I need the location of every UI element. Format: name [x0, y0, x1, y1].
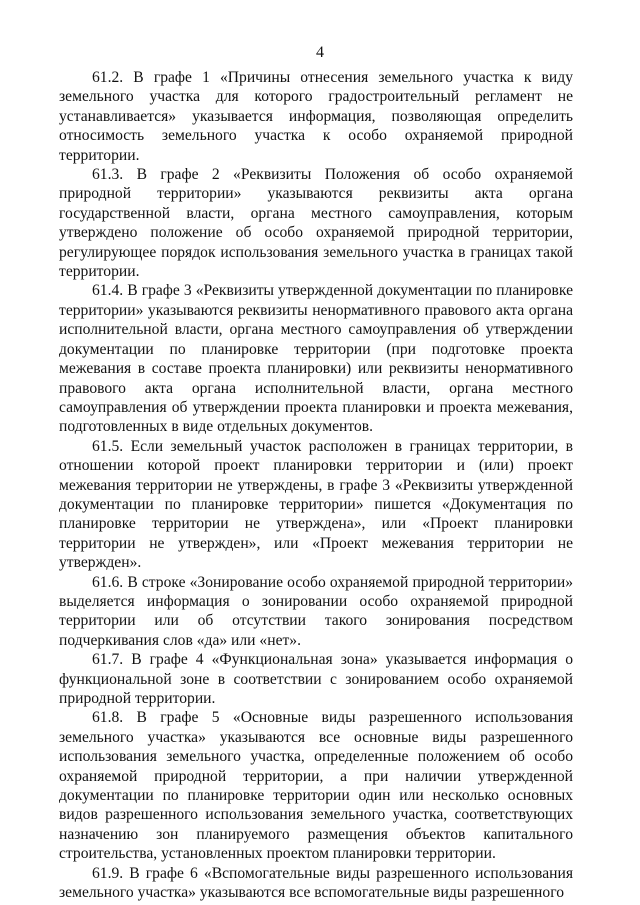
- paragraph-61-8: 61.8. В графе 5 «Основные виды разрешенного использования земельного участка» указываются все основные виды разрешенного использования земельного участка, определенные положением об особо охраняемой природной территории, а при наличии утвержденной документации по планировке территории один или несколько основных видов разрешенного использования земельного участка, соответствующих назначению зон планируемого размещения объектов капитального строительства, установленных проектом планировки территории.: [59, 709, 573, 863]
- paragraph-61-6: 61.6. В строке «Зонирование особо охраняемой природной территории» выделяется информация о зонировании особо охраняемой природной территории или об отсутствии такого зонирования посредством подчеркивания слов «да» или «нет».: [59, 573, 573, 649]
- document-body: [59, 68, 573, 902]
- paragraph-61-9: 61.9. В графе 6 «Вспомогательные виды разрешенного использования земельного участка» указываются все вспомогательные виды разрешенного: [59, 864, 573, 902]
- paragraph-61-7: 61.7. В графе 4 «Функциональная зона» указывается информация о функциональной зоне в соответствии с зонированием особо охраняемой природной территории.: [59, 651, 573, 707]
- page-number: 4: [316, 44, 324, 61]
- paragraph-61-2: 61.2. В графе 1 «Причины отнесения земельного участка к виду земельного участка для которого градостроительный регламент не устанавливается» указывается информация, позволяющая определить относимость земельного участка к особо охраняемой природной территории.: [59, 69, 573, 164]
- paragraph-61-5: 61.5. Если земельный участок расположен в границах территории, в отношении которой проект планировки территории и (или) проект межевания территории не утверждены, в графе 3 «Реквизиты утвержденной документации по планировке территории» пишется «Документация по планировке территории не утверждена», или «Проект планировки территории не утвержден», или «Проект межевания территории не утвержден».: [59, 437, 573, 572]
- paragraph-61-3: 61.3. В графе 2 «Реквизиты Положения об особо охраняемой природной территории» указываются реквизиты акта органа государственной власти, органа местного самоуправления, которым утверждено положение об особо охраняемой природной территории, регулирующее порядок использования земельного участка в границах такой территории.: [59, 166, 573, 281]
- paragraph-61-4: 61.4. В графе 3 «Реквизиты утвержденной документации по планировке территории» указываются реквизиты ненормативного правового акта органа исполнительной власти, органа местного самоуправления об утверждении документации по планировке территории (при подготовке проекта межевания в составе проекта планировки) или реквизиты ненормативного правового акта органа исполнительной власти, органа местного самоуправления об утверждении проекта планировки и проекта межевания, подготовленных в виде отдельных документов.: [59, 282, 573, 436]
